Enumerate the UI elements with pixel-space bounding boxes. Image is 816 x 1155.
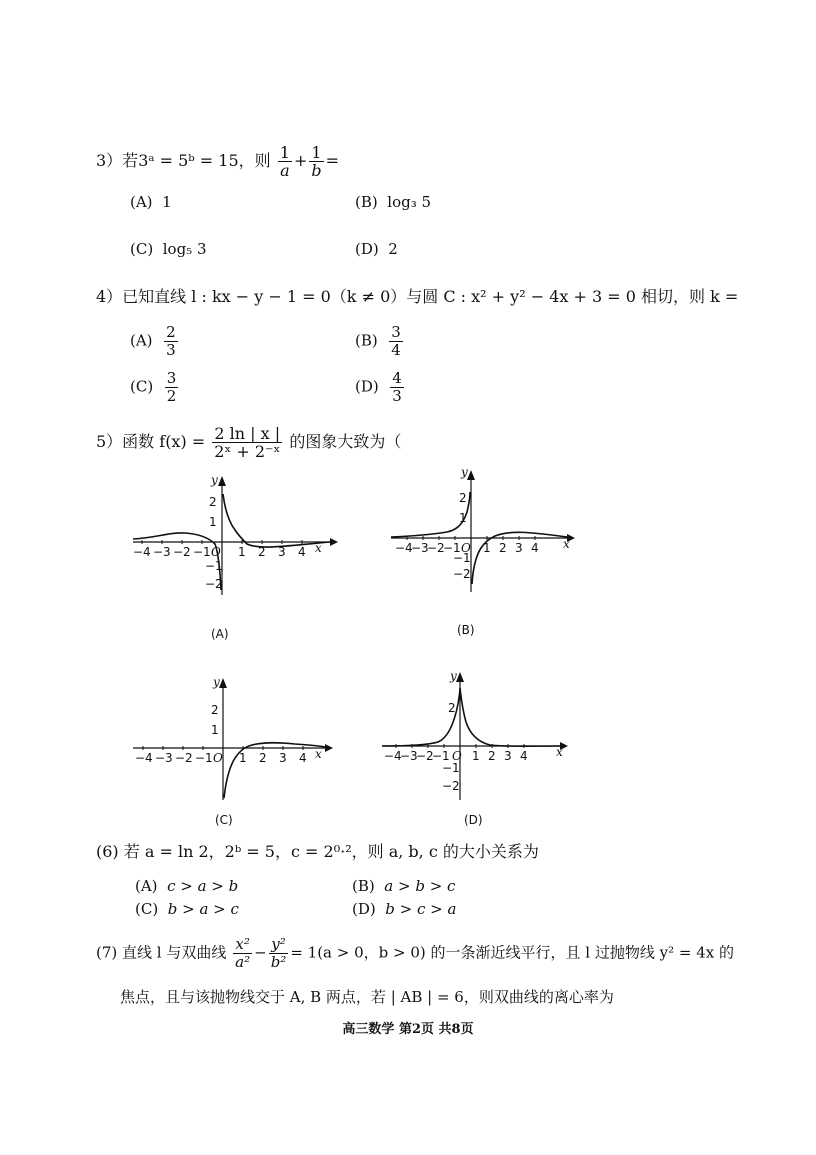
svg-text:4: 4 <box>531 541 539 555</box>
svg-text:O: O <box>211 545 221 559</box>
svg-text:2: 2 <box>499 541 507 555</box>
svg-text:−1: −1 <box>193 545 211 559</box>
q6-option-b[interactable]: (B) a > b > c <box>352 877 456 895</box>
page-footer: 高三数学 第2页 共8页 <box>342 1022 474 1037</box>
svg-text:2: 2 <box>448 701 456 715</box>
svg-text:−2: −2 <box>173 545 191 559</box>
graph-c-label: (C) <box>215 813 233 827</box>
svg-text:2: 2 <box>459 491 467 505</box>
q3-condition: 3ᵃ = 5ᵇ = 15 <box>138 151 239 170</box>
q6-option-d[interactable]: (D) b > c > a <box>352 900 457 918</box>
svg-text:1: 1 <box>483 541 491 555</box>
question-7-line-2: 焦点，且与该抛物线交于 A, B 两点，若 | AB | = 6，则双曲线的离心率为 <box>120 988 614 1006</box>
q7-fraction-1: $\frac{\text{x²}}{\text{a²}}$ <box>235 935 251 971</box>
svg-text:−3: −3 <box>411 541 429 555</box>
q3-tail: ，则 <box>238 151 271 170</box>
svg-text:O: O <box>461 541 471 555</box>
svg-text:1: 1 <box>211 723 219 737</box>
svg-text:1: 1 <box>472 749 480 763</box>
svg-text:2: 2 <box>258 545 266 559</box>
svg-text:O: O <box>452 749 462 763</box>
svg-text:−1: −1 <box>205 559 223 573</box>
question-7: (7) 直线 l 与双曲线 $\frac{\text{x²}}{\text{a²}}$ − $\frac{\text{y²}}{\text{b²}}$ = 1(a > 0，b > 0) 的一条渐近线平行，且 l 过抛物线 y² = 4x 的 <box>96 935 734 971</box>
svg-text:y: y <box>461 465 468 479</box>
q3-fraction-2: $\frac{1}{b}$ <box>311 143 322 180</box>
q7-prefix: (7) 直线 l 与双曲线 <box>96 943 227 962</box>
q4-option-c[interactable]: (C) $\frac{3}{2}$ <box>130 369 177 405</box>
q3-equals: = <box>325 151 339 170</box>
graph-a[interactable] <box>125 470 345 640</box>
q3-fraction-1: $\frac{1}{a}$ <box>279 143 290 180</box>
graph-a-label: (A) <box>211 627 229 640</box>
q4-option-a[interactable]: (A) $\frac{2}{3}$ <box>130 323 176 359</box>
q7-fraction-2: $\frac{\text{y²}}{\text{b²}}$ <box>270 935 287 971</box>
svg-text:O: O <box>213 751 223 765</box>
svg-text:y: y <box>213 675 220 689</box>
svg-text:2: 2 <box>209 495 217 509</box>
question-6: (6) 若 a = ln 2，2ᵇ = 5，c = 2⁰·²，则 a, b, c 的大小关系为 <box>96 842 539 861</box>
svg-text:4: 4 <box>520 749 528 763</box>
question-4: 4）已知直线 l : kx − y − 1 = 0（k ≠ 0）与圆 C : x² + y² − 4x + 3 = 0 相切，则 k = <box>96 287 739 306</box>
q3-prefix: 3）若 <box>96 151 139 170</box>
graph-d[interactable] <box>378 664 578 830</box>
svg-text:y: y <box>211 473 218 487</box>
q5-tail: 的图象大致为（ <box>289 432 402 451</box>
svg-text:−1: −1 <box>443 541 461 555</box>
graph-b-label: (B) <box>457 623 475 637</box>
svg-text:3: 3 <box>504 749 512 763</box>
svg-text:−4: −4 <box>133 545 151 559</box>
graph-b[interactable] <box>385 462 585 640</box>
svg-text:3: 3 <box>278 545 286 559</box>
q3-option-b[interactable]: (B) log₃ 5 <box>355 193 432 211</box>
svg-text:−2: −2 <box>175 751 193 765</box>
q3-option-c[interactable]: (C) log₅ 3 <box>130 240 207 258</box>
question-3 <box>96 144 339 179</box>
q4-option-d[interactable]: (D) $\frac{4}{3}$ <box>355 369 402 405</box>
q3-option-a[interactable]: (A) 1 <box>130 193 172 211</box>
q3-option-d[interactable]: (D) 2 <box>355 240 398 258</box>
svg-text:2: 2 <box>211 703 219 717</box>
svg-text:−2: −2 <box>205 577 223 591</box>
svg-text:−4: −4 <box>135 751 153 765</box>
svg-text:3: 3 <box>279 751 287 765</box>
question-5 <box>96 425 401 460</box>
svg-text:−3: −3 <box>155 751 173 765</box>
svg-text:−4: −4 <box>395 541 413 555</box>
svg-text:−1: −1 <box>432 749 450 763</box>
svg-text:−2: −2 <box>453 567 471 581</box>
svg-text:1: 1 <box>238 545 246 559</box>
svg-text:1: 1 <box>209 515 217 529</box>
svg-text:−2: −2 <box>416 749 434 763</box>
svg-text:1: 1 <box>459 511 467 525</box>
svg-text:−1: −1 <box>453 551 471 565</box>
svg-text:−1: −1 <box>195 751 213 765</box>
q6-option-c[interactable]: (C) b > a > c <box>135 900 239 918</box>
svg-text:−4: −4 <box>384 749 402 763</box>
svg-text:−3: −3 <box>400 749 418 763</box>
svg-text:x: x <box>315 747 322 761</box>
svg-text:x: x <box>563 537 570 551</box>
graph-c[interactable] <box>125 672 345 830</box>
q5-fraction: $\frac{2 \ln | x |}{\text{2ˣ + 2⁻ˣ}}$ <box>214 424 281 461</box>
q6-option-a[interactable]: (A) c > a > b <box>135 877 239 895</box>
svg-text:−2: −2 <box>427 541 445 555</box>
svg-text:4: 4 <box>298 545 306 559</box>
q4-option-b[interactable]: (B) $\frac{3}{4}$ <box>355 323 401 359</box>
q7-mid: = 1(a > 0，b > 0) 的一条渐近线平行，且 l 过抛物线 y² = 4x 的 <box>290 943 734 962</box>
svg-text:4: 4 <box>299 751 307 765</box>
svg-text:3: 3 <box>515 541 523 555</box>
svg-text:−2: −2 <box>442 779 460 793</box>
svg-text:2: 2 <box>259 751 267 765</box>
q3-plus: + <box>293 151 308 170</box>
svg-text:1: 1 <box>239 751 247 765</box>
svg-text:x: x <box>556 745 563 759</box>
q5-prefix: 5）函数 f(x) = <box>96 432 206 451</box>
svg-text:−1: −1 <box>442 761 460 775</box>
svg-text:−3: −3 <box>153 545 171 559</box>
svg-text:x: x <box>315 541 322 555</box>
graph-d-label: (D) <box>464 813 483 827</box>
svg-text:y: y <box>450 669 457 683</box>
svg-text:2: 2 <box>488 749 496 763</box>
